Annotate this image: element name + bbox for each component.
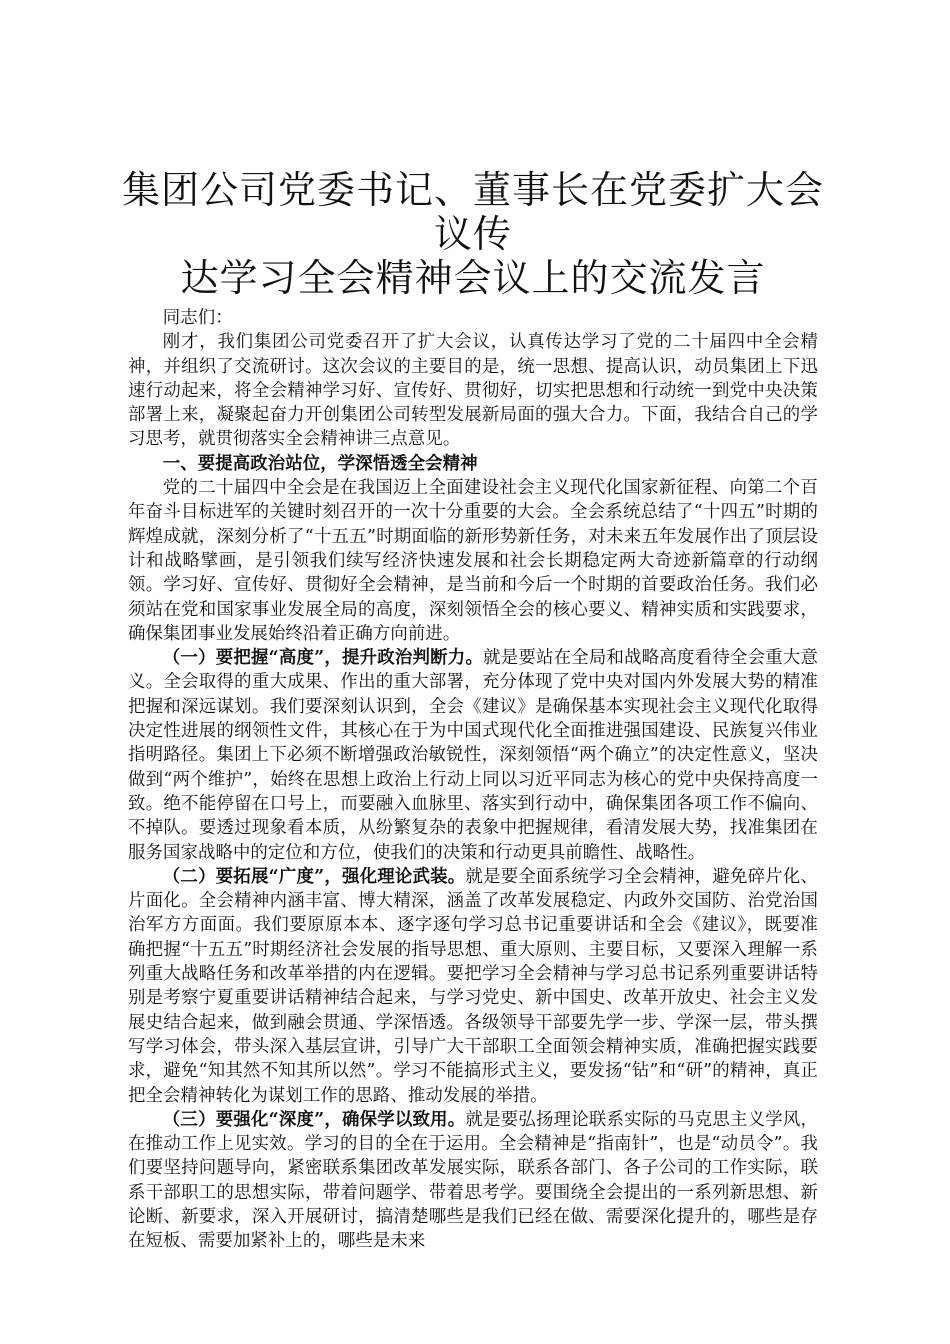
point-1-lead: （一）要把握“高度”，提升政治判断力。 [162,648,484,669]
point-2-paragraph [128,865,818,1108]
point-3-lead: （三）要强化“深度”，确保学以致用。 [162,1109,466,1130]
point-3-body: 就是要弘扬理论联系实际的马克思主义学风，在推动工作上见实效。学习的目的全在于运用。全会精神是“指南针”，也是“动员令”。我们要坚持问题导向，紧密联系集团改革发展实际，联系各部门、各子公司的工作实际，联系干部职工的思想实际，带着问题学、带着思考学。要围绕全会提出的一系列新思想、新论断、新要求，深入开展研讨，搞清楚哪些是我们已经在做、需要深化提升的，哪些是存在短板、需要加紧补上的，哪些是未来 [128,1109,818,1252]
title-line-1: 集团公司党委书记、董事长在党委扩大会议传 [121,168,824,256]
point-2-lead: （二）要拓展“广度”，强化理论武装。 [162,866,466,887]
document-page [121,168,824,1254]
intro-paragraph: 刚才，我们集团公司党委召开了扩大会议，认真传达学习了党的二十届四中全会精神，并组织了交流研讨。这次会议的主要目的是，统一思想、提高认识，动员集团上下迅速行动起来，将全会精神学习好、宣传好、贯彻好，切实把思想和行动统一到党中央决策部署上来，凝聚起奋力开创集团公司转型发展新局面的强大合力。下面，我结合自己的学习思考，就贯彻落实全会精神讲三点意见。 [128,332,818,450]
document-title [120,168,826,300]
title-line-2: 达学习全会精神会议上的交流发言 [180,256,766,300]
point-2-body: 就是要全面系统学习全会精神，避免碎片化、片面化。全会精神内涵丰富、博大精深，涵盖了改革发展稳定、内政外交国防、治党治国治军方方面面。我们要原原本本、逐字逐句学习总书记重要讲话和全会《建议》，既要准确把握“十五五”时期经济社会发展的指导思想、重大原则、主要目标，又要深入理解一系列重大战略任务和改革举措的内在逻辑。要把学习全会精神与学习总书记系列重要讲话特别是考察宁夏重要讲话精神结合起来，与学习党史、新中国史、改革开放史、社会主义发展史结合起来，做到融会贯通、学深悟透。各级领导干部要先学一步、学深一层，带头撰写学习体会，带头深入基层宣讲，引导广大干部职工全面领会精神实质，准确把握实践要求，避免“知其然不知其所以然”。学习不能搞形式主义，要发扬“钻”和“研”的精神，真正把全会精神转化为谋划工作的思路、推动发展的举措。 [128,866,818,1106]
point-3-paragraph [128,1108,818,1254]
point-1-body: 就是要站在全局和战略高度看待全会重大意义。全会取得的重大成果、作出的重大部署，充分体现了党中央对国内外发展大势的精准把握和深远谋划。我们要深刻认识到，全会《建议》是确保基本实现社会主义现代化取得决定性进展的纲领性文件，其核心在于为中国式现代化全面推进强国建设、民族复兴伟业指明路径。集团上下必须不断增强政治敏锐性，深刻领悟“两个确立”的决定性意义，坚决做到“两个维护”，始终在思想上政治上行动上同以习近平同志为核心的党中央保持高度一致。绝不能停留在口号上，而要融入血脉里、落实到行动中，确保集团各项工作不偏向、不掉队。要透过现象看本质，从纷繁复杂的表象中把握规律，看清发展大势，找准集团在服务国家战略中的定位和方位，使我们的决策和行动更具前瞻性、战略性。 [128,648,818,863]
salutation: 同志们： [162,308,233,328]
point-1-paragraph [128,646,818,865]
section-1-paragraph: 党的二十届四中全会是在我国迈上全面建设社会主义现代化国家新征程、向第二个百年奋斗目标进军的关键时刻召开的一次十分重要的大会。全会系统总结了“十四五”时期的辉煌成就，深刻分析了“十五五”时期面临的新形势新任务，对未来五年发展作出了顶层设计和战略擘画，是引领我们续写经济快速发展和社会长期稳定两大奇迹新篇章的行动纲领。学习好、宣传好、贯彻好全会精神，是当前和今后一个时期的首要政治任务。我们必须站在党和国家事业发展全局的高度，深刻领悟全会的核心要义、精神实质和实践要求，确保集团事业发展始终沿着正确方向前进。 [128,478,818,644]
section-1-heading: 一、要提高政治站位，学深悟透全会精神 [162,453,478,474]
